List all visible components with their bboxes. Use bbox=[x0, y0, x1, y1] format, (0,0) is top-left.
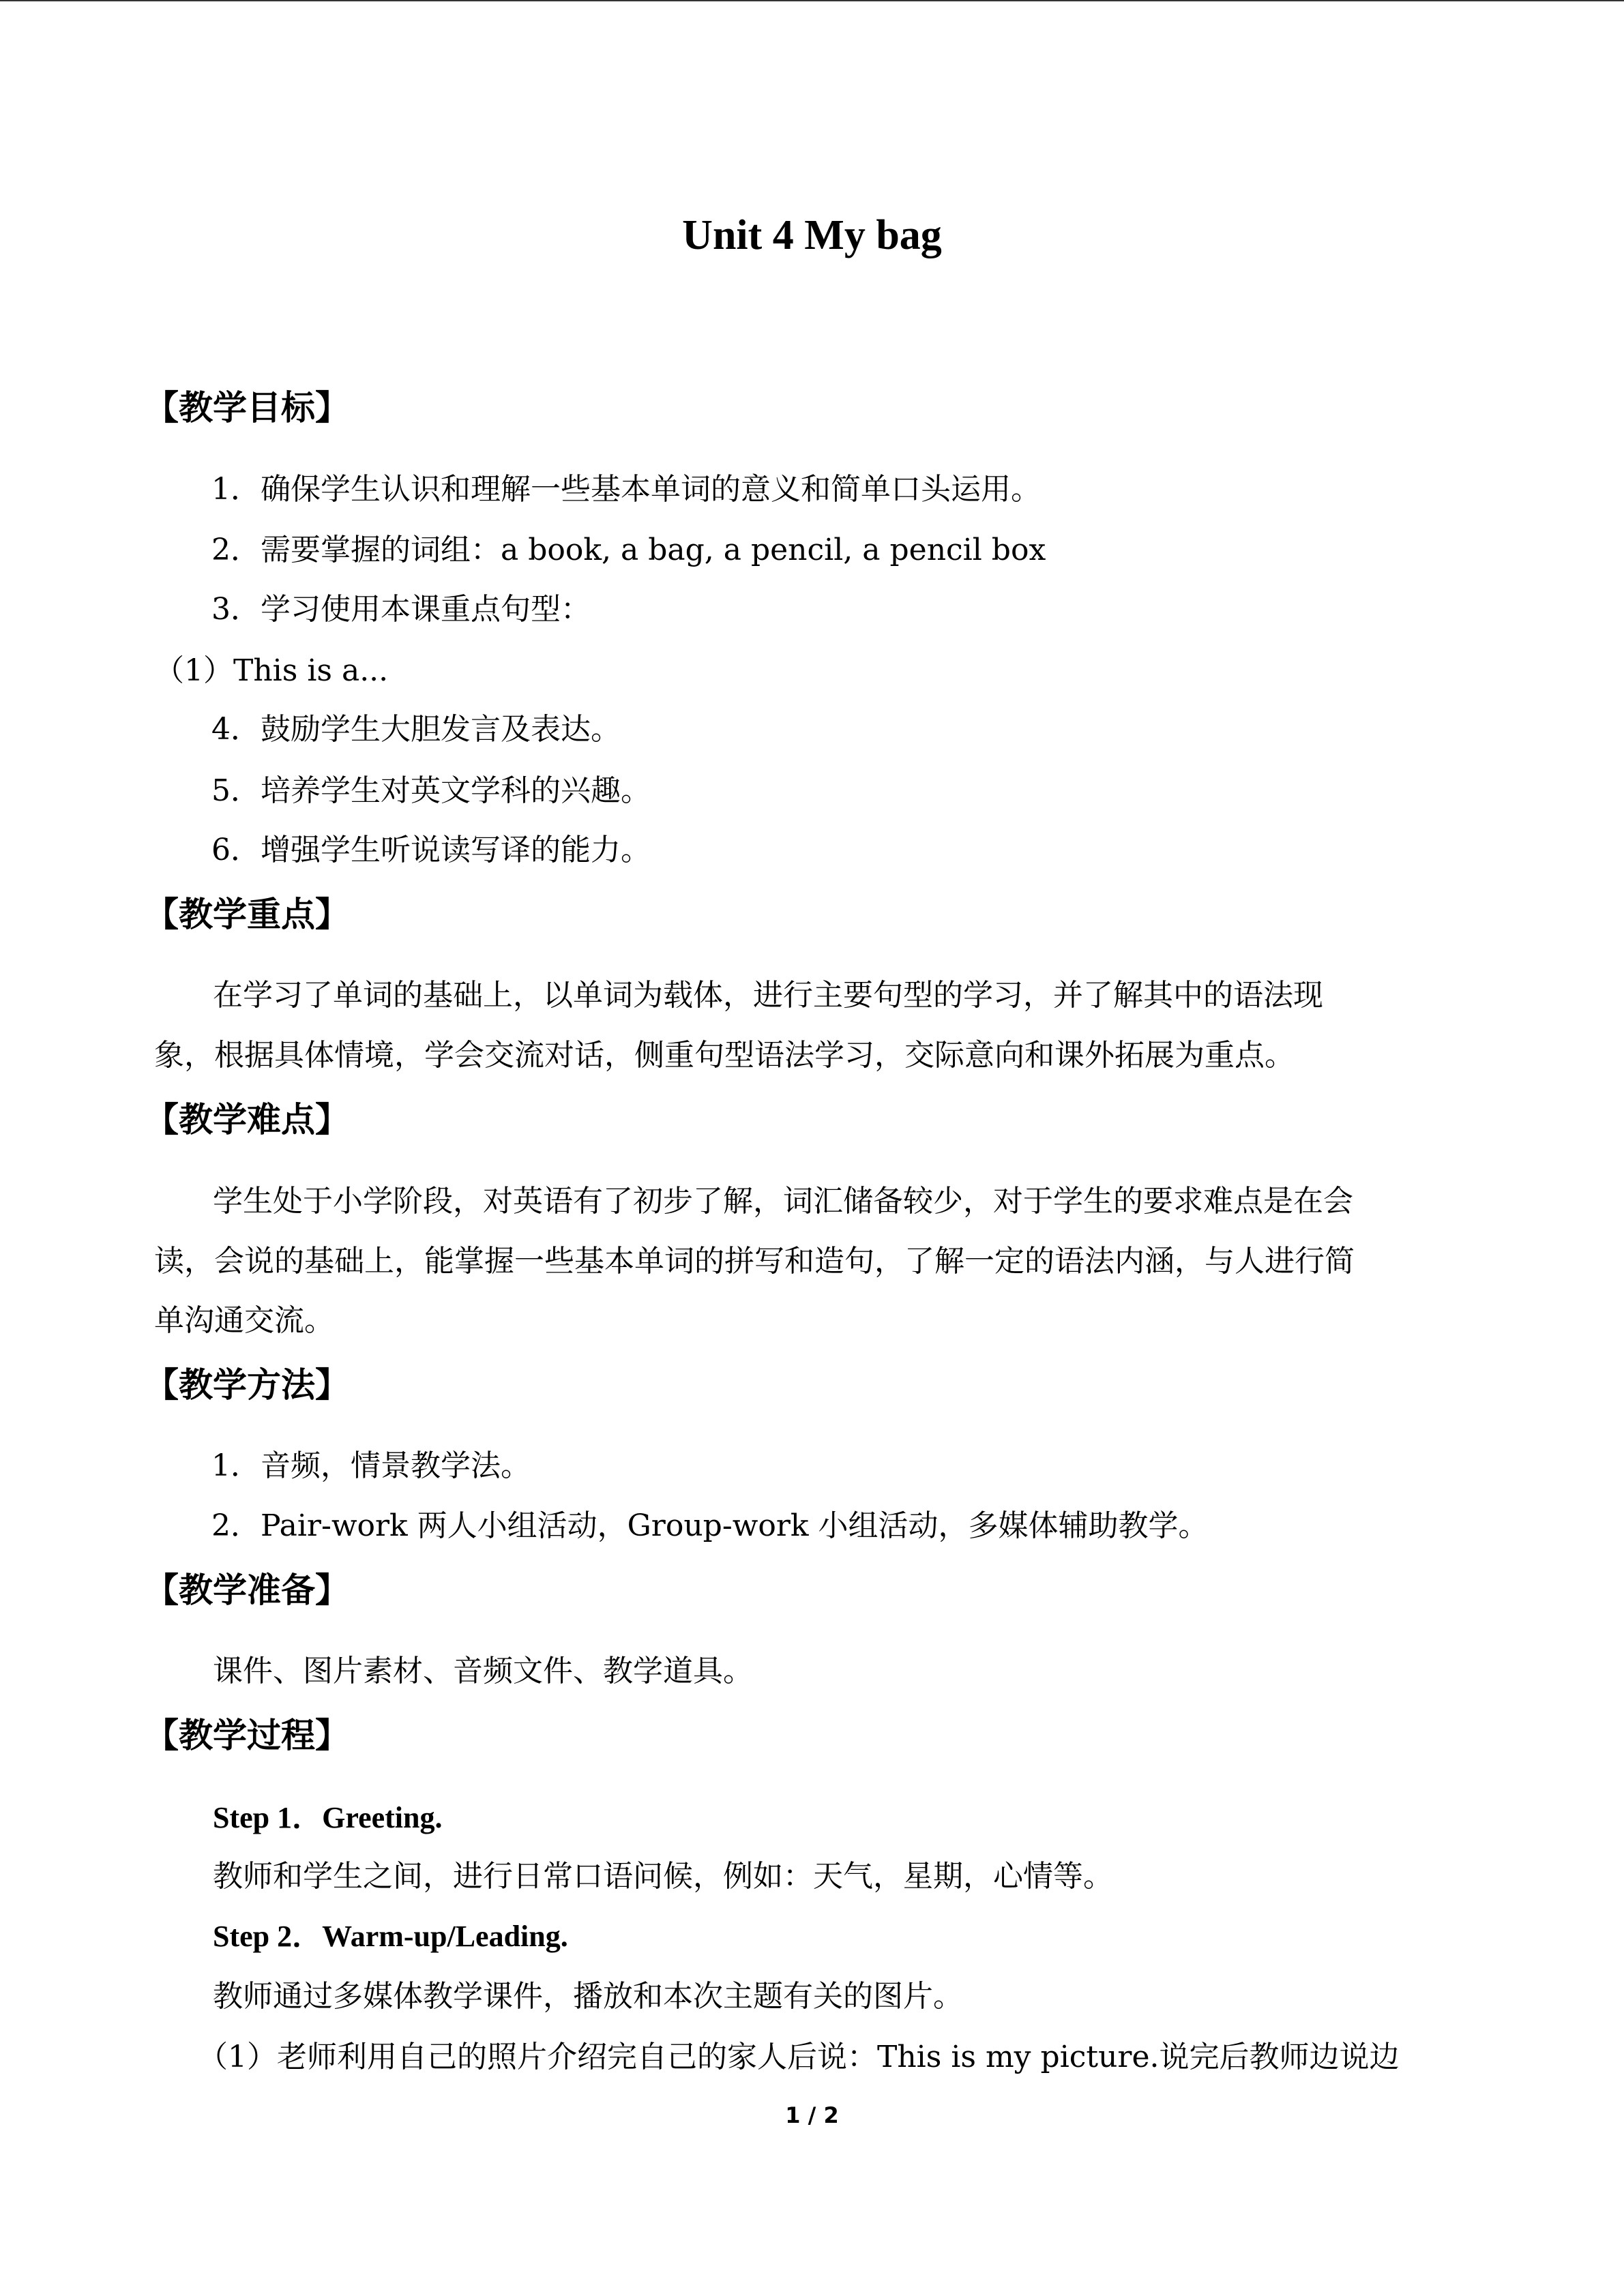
page-title: Unit 4 My bag bbox=[682, 212, 942, 258]
difficulties-line: 学生处于小学阶段，对英语有了初步了解，词汇储备较少，对于学生的要求难点是在会 bbox=[213, 1184, 1353, 1219]
difficulties-line: 读，会说的基础上，能掌握一些基本单词的拼写和造句，了解一定的语法内涵，与人进行简 bbox=[154, 1244, 1355, 1279]
difficulties-line: 单沟通交流。 bbox=[154, 1303, 334, 1338]
heading-preparation: 【教学准备】 bbox=[145, 1570, 349, 1610]
objective-item: 1．确保学生认识和理解一些基本单词的意义和简单口头运用。 bbox=[211, 472, 1041, 507]
preparation-text: 课件、图片素材、音频文件、教学道具。 bbox=[213, 1654, 753, 1688]
step-2-title: Step 2．Warm-up/Leading. bbox=[213, 1920, 568, 1953]
step-1-title: Step 1．Greeting. bbox=[213, 1801, 443, 1834]
key-points-line: 在学习了单词的基础上，以单词为载体，进行主要句型的学习，并了解其中的语法现 bbox=[213, 978, 1323, 1013]
heading-key-points: 【教学重点】 bbox=[145, 894, 349, 934]
key-points-line: 象，根据具体情境，学会交流对话，侧重句型语法学习，交际意向和课外拓展为重点。 bbox=[154, 1038, 1295, 1073]
objective-subitem: （1）This is a... bbox=[154, 653, 389, 688]
method-item: 2．Pair-work 两人小组活动，Group-work 小组活动，多媒体辅助教学。 bbox=[211, 1508, 1209, 1543]
objective-item: 4．鼓励学生大胆发言及表达。 bbox=[211, 712, 621, 747]
objective-item: 5．培养学生对英文学科的兴趣。 bbox=[211, 773, 651, 808]
heading-difficulties: 【教学难点】 bbox=[145, 1099, 349, 1139]
step-2-text: 教师通过多媒体教学课件，播放和本次主题有关的图片。 bbox=[213, 1979, 963, 2014]
heading-methods: 【教学方法】 bbox=[145, 1365, 349, 1405]
step-1-text: 教师和学生之间，进行日常口语问候，例如：天气，星期，心情等。 bbox=[213, 1859, 1113, 1894]
objective-item: 3．学习使用本课重点句型： bbox=[211, 592, 591, 627]
heading-process: 【教学过程】 bbox=[145, 1715, 349, 1755]
objective-item: 2．需要掌握的词组：a book, a bag, a pencil, a pencil box bbox=[211, 533, 1046, 567]
step-2-subitem: （1）老师利用自己的照片介绍完自己的家人后说：This is my picture.说完后教师边说边 bbox=[198, 2040, 1400, 2074]
page-number: 1 / 2 bbox=[785, 2102, 839, 2128]
top-border bbox=[0, 0, 1624, 1]
objective-item: 6．增强学生听说读写译的能力。 bbox=[211, 833, 651, 867]
heading-objectives: 【教学目标】 bbox=[145, 387, 349, 428]
method-item: 1．音频，情景教学法。 bbox=[211, 1448, 531, 1483]
